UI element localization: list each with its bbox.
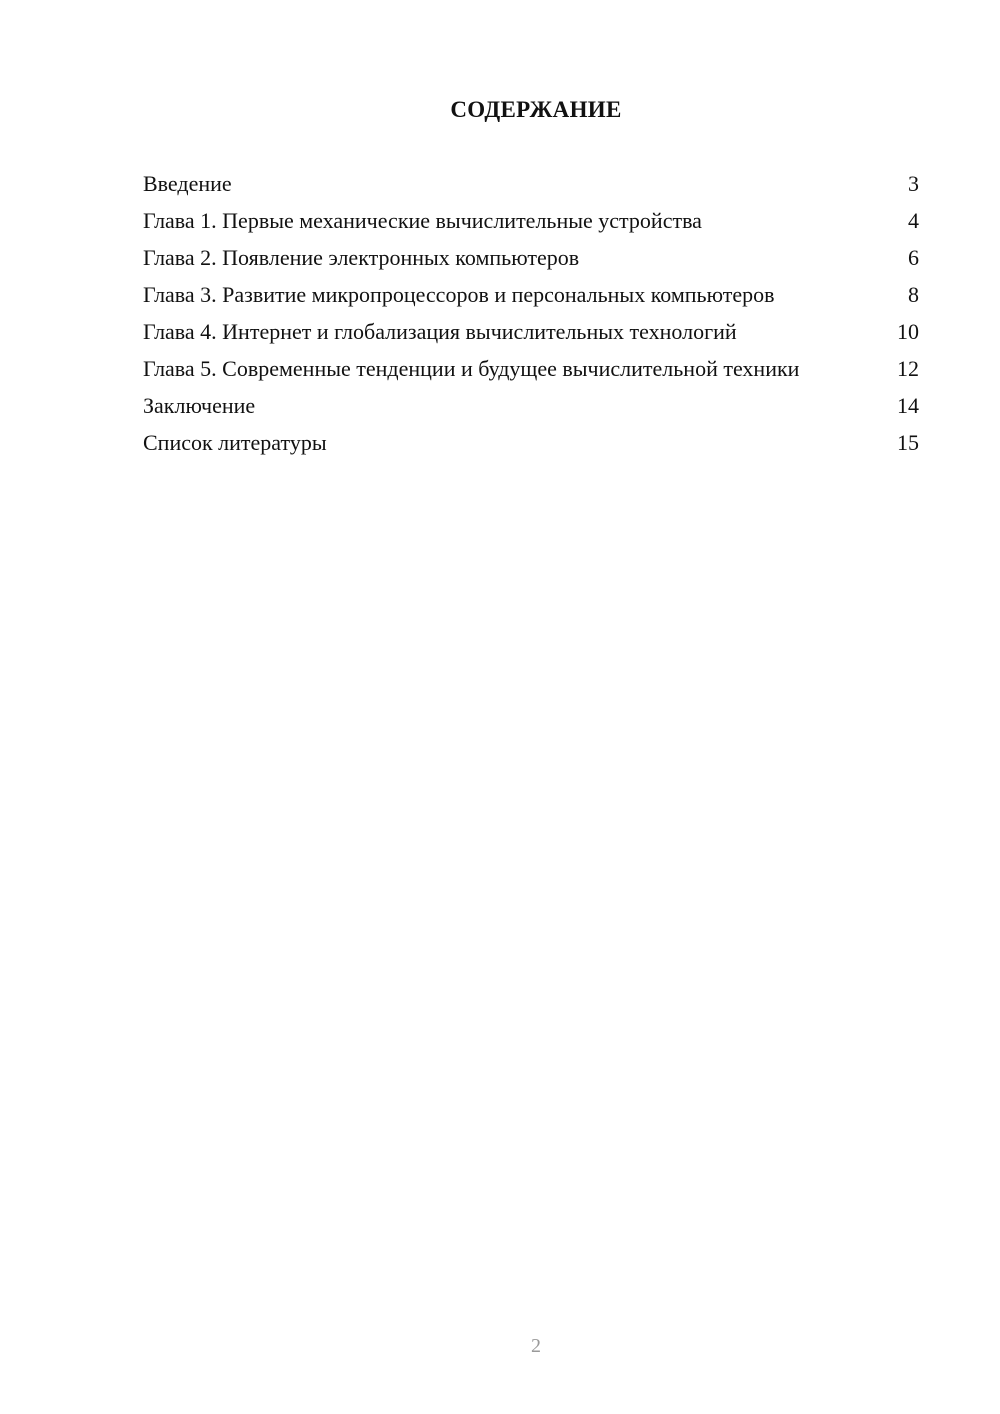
toc-entry-text: Глава 3. Развитие микропроцессоров и персональных компьютеров [143, 282, 775, 307]
toc-entry-page: 6 [908, 245, 919, 270]
toc-entry-page: 15 [897, 430, 919, 455]
toc-entry-chapter-4[interactable] [143, 318, 919, 345]
toc-entry-text: Глава 4. Интернет и глобализация вычислительных технологий [143, 319, 737, 344]
toc-entry-chapter-3[interactable] [143, 281, 919, 308]
toc-entry-text: Глава 2. Появление электронных компьютеров [143, 245, 580, 270]
table-of-contents [143, 170, 919, 466]
toc-entry-conclusion[interactable] [143, 392, 919, 419]
toc-entry-page: 8 [908, 282, 919, 307]
toc-entry-page: 4 [908, 208, 919, 233]
toc-entry-chapter-5[interactable] [143, 355, 919, 382]
toc-entry-text: Глава 5. Современные тенденции и будущее вычислительной техники [143, 356, 800, 381]
toc-entry-page: 10 [897, 319, 919, 344]
toc-entry-text: Заключение [143, 393, 256, 418]
toc-entry-text: Глава 1. Первые механические вычислительные устройства [143, 208, 702, 233]
toc-entry-references[interactable] [143, 429, 919, 456]
toc-title: СОДЕРЖАНИЕ [450, 97, 622, 122]
toc-entry-text: Список литературы [143, 430, 327, 455]
toc-entry-introduction[interactable] [143, 170, 919, 197]
toc-entry-chapter-1[interactable] [143, 207, 919, 234]
toc-entry-chapter-2[interactable] [143, 244, 919, 271]
toc-entry-page: 14 [897, 393, 919, 418]
toc-entry-page: 3 [908, 171, 919, 196]
toc-entry-page: 12 [897, 356, 919, 381]
toc-entry-text: Введение [143, 171, 232, 196]
page-number: 2 [531, 1335, 541, 1357]
